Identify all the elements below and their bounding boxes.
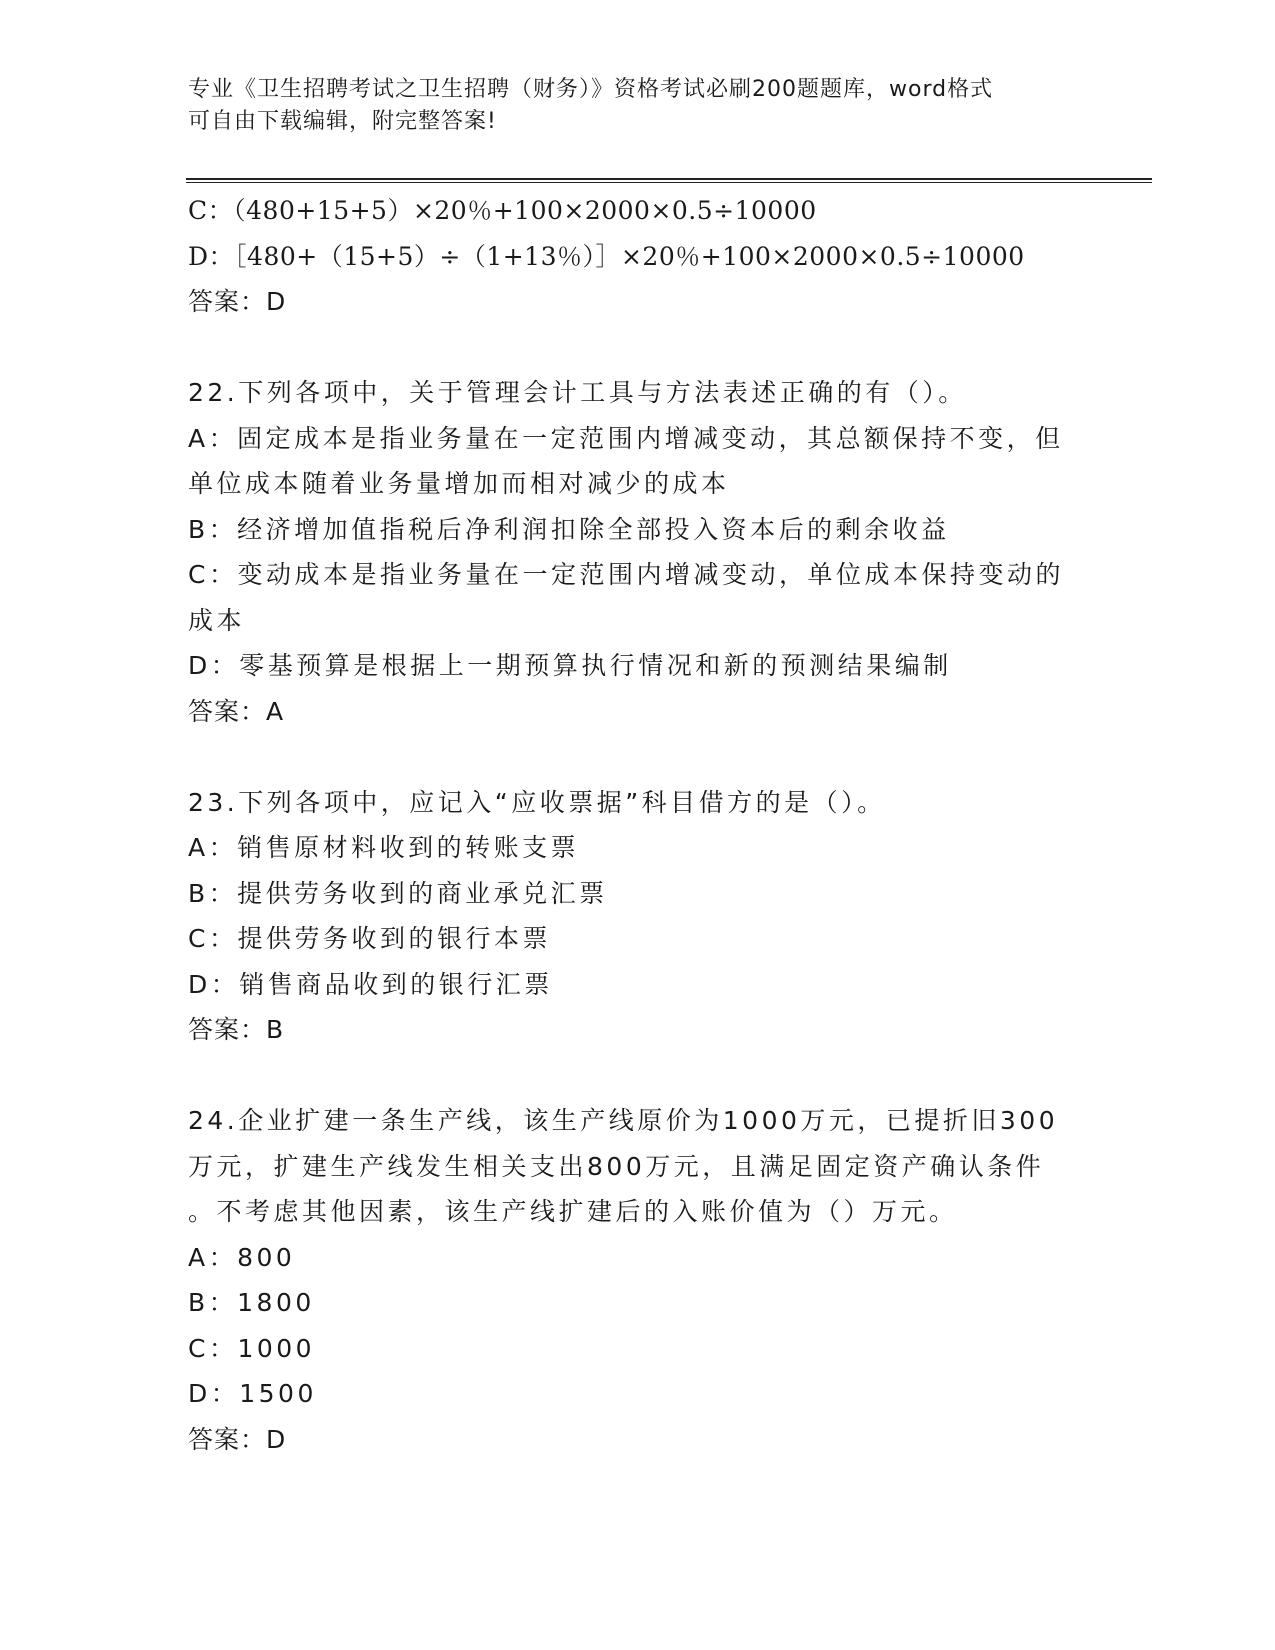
question-22 [188,370,1088,734]
question-23 [188,780,1088,1053]
header-title-line-1: 专业《卫生招聘考试之卫生招聘（财务）》资格考试必刷200题题库，word格式 [188,77,994,102]
spacer [188,1053,1088,1099]
question-list [188,188,1088,1462]
q22-stem: 22.下列各项中，关于管理会计工具与方法表述正确的有（）。 [188,378,967,407]
q24-option-d: D：1500 [188,1379,317,1408]
q23-option-d: D：销售商品收到的银行汇票 [188,969,553,999]
q23-option-b: B：提供劳务收到的商业承兑汇票 [188,878,608,908]
q24-stem-line-2: 万元，扩建生产线发生相关支出800万元，且满足固定资产确认条件 [188,1151,1045,1181]
q21-answer: 答案：D [188,287,287,316]
q24-option-a: A：800 [188,1242,296,1272]
q23-option-c: C：提供劳务收到的银行本票 [188,924,551,953]
q22-option-a-line-1: A：固定成本是指业务量在一定范围内增减变动，其总额保持不变，但 [188,423,1064,453]
spacer [188,734,1088,780]
q24-option-c: C：1000 [188,1333,316,1363]
q21-option-d: D：［480+（15+5）÷（1+13％）］×20％+100×2000×0.5÷10000 [188,241,1025,271]
q21-option-c: C：（480+15+5）×20％+100×2000×0.5÷10000 [188,196,817,225]
spacer [188,325,1088,371]
q22-answer: 答案：A [188,696,285,726]
question-21-tail [188,188,1088,325]
q22-option-c-line-1: C：变动成本是指业务量在一定范围内增减变动，单位成本保持变动的 [188,560,1064,589]
question-24 [188,1098,1088,1462]
q23-answer: 答案：B [188,1015,285,1044]
q22-option-d: D：零基预算是根据上一期预算执行情况和新的预测结果编制 [188,651,952,680]
q22-option-b: B：经济增加值指税后净利润扣除全部投入资本后的剩余收益 [188,514,950,544]
q24-stem-line-1: 24.企业扩建一条生产线，该生产线原价为1000万元，已提折旧300 [188,1106,1059,1135]
q24-option-b: B：1800 [188,1288,315,1317]
q22-option-a-line-2: 单位成本随着业务量增加而相对减少的成本 [188,469,730,498]
q22-option-c-line-2: 成本 [188,605,246,635]
header-divider-thin [186,182,1152,183]
q24-answer: 答案：D [188,1424,287,1454]
q23-option-a: A：销售原材料收到的转账支票 [188,833,580,862]
q24-stem-line-3: 。不考虑其他因素，该生产线扩建后的入账价值为（）万元。 [188,1197,958,1226]
header-divider-thick [186,178,1152,180]
document-header [188,74,1088,138]
q23-stem: 23.下列各项中，应记入“应收票据”科目借方的是（）。 [188,787,886,817]
header-title-line-2: 可自由下载编辑，附完整答案! [188,109,497,134]
